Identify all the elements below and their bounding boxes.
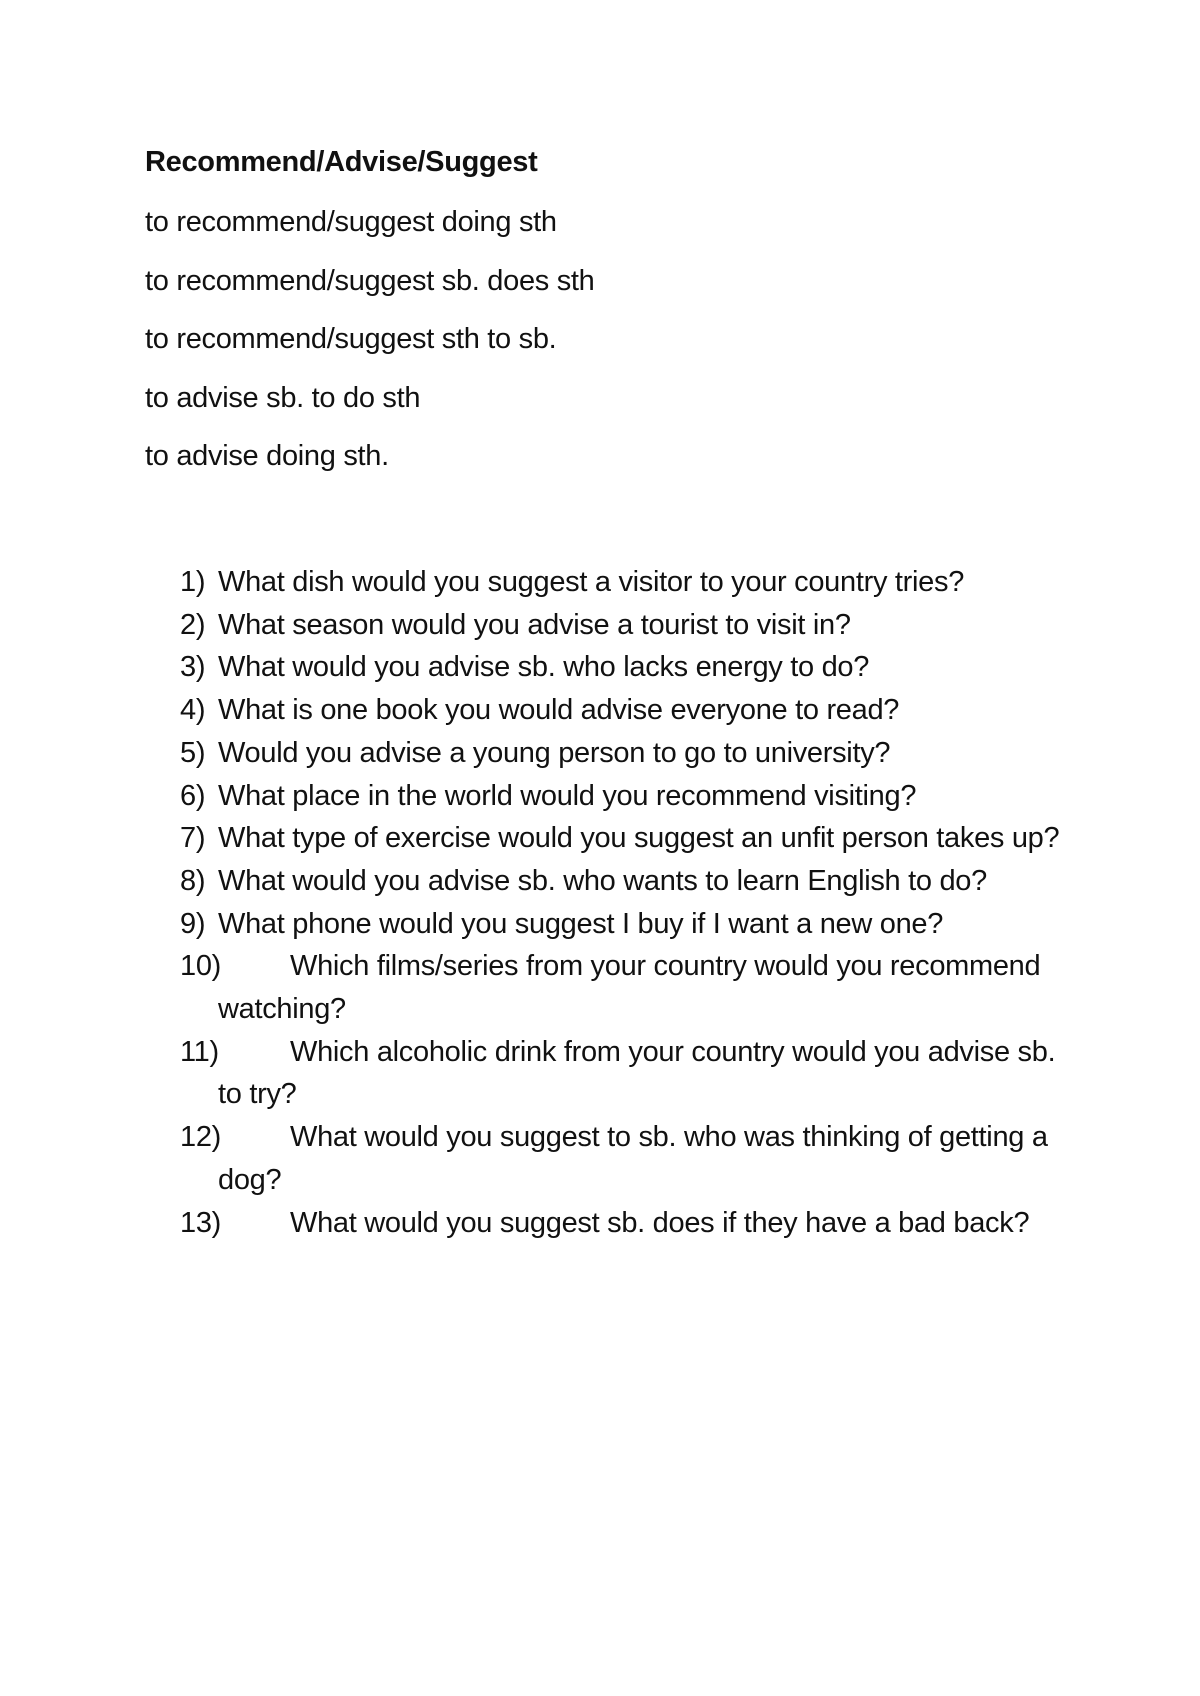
- question-number: 11): [180, 1035, 219, 1068]
- pattern-list: [145, 208, 595, 501]
- question-text: What would you advise sb. who wants to learn English to do?: [218, 864, 987, 897]
- question-item: [180, 1202, 1080, 1245]
- question-text: What type of exercise would you suggest an unfit person takes up?: [218, 822, 1060, 855]
- question-item: [180, 1031, 1080, 1116]
- question-number: 4): [180, 694, 206, 727]
- question-item: [180, 646, 1080, 689]
- question-number: 12): [180, 1121, 222, 1154]
- question-text: Which films/series from your country would you recommend watching?: [218, 950, 1041, 1026]
- question-item: [180, 775, 1080, 818]
- question-item: [180, 604, 1080, 647]
- question-text: What would you advise sb. who lacks energy to do?: [218, 651, 870, 684]
- question-item: [180, 945, 1080, 1030]
- question-number: 6): [180, 779, 206, 812]
- question-item: [180, 860, 1080, 903]
- pattern-item: to recommend/suggest sth to sb.: [145, 323, 557, 355]
- question-number: 8): [180, 864, 206, 897]
- question-text: Which alcoholic drink from your country would you advise sb. to try?: [218, 1035, 1056, 1111]
- question-item: [180, 732, 1080, 775]
- question-number: 13): [180, 1206, 222, 1239]
- question-number: 5): [180, 736, 206, 769]
- question-number: 7): [180, 822, 206, 855]
- document-title: Recommend/Advise/Suggest: [145, 146, 538, 178]
- question-text: Would you advise a young person to go to university?: [218, 736, 891, 769]
- pattern-item: to recommend/suggest doing sth: [145, 206, 557, 238]
- question-item: [180, 561, 1080, 604]
- question-item: [180, 1116, 1080, 1201]
- question-text: What phone would you suggest I buy if I want a new one?: [218, 907, 944, 940]
- question-number: 10): [180, 950, 222, 983]
- question-text: What is one book you would advise everyone to read?: [218, 694, 900, 727]
- question-text: What place in the world would you recommend visiting?: [218, 779, 917, 812]
- question-text: What dish would you suggest a visitor to your country tries?: [218, 566, 965, 598]
- question-item: [180, 903, 1080, 946]
- question-item: [180, 817, 1080, 860]
- question-list: [180, 561, 1080, 1244]
- pattern-item: to advise sb. to do sth: [145, 381, 421, 414]
- question-number: 3): [180, 651, 206, 684]
- question-text: What would you suggest to sb. who was thinking of getting a dog?: [218, 1121, 1048, 1196]
- pattern-item: to advise doing sth.: [145, 440, 389, 472]
- question-number: 9): [180, 907, 206, 940]
- pattern-item: to recommend/suggest sb. does sth: [145, 264, 595, 297]
- question-text: What would you suggest sb. does if they have a bad back?: [290, 1206, 1030, 1239]
- question-number: 1): [180, 566, 206, 598]
- question-number: 2): [180, 608, 206, 641]
- question-item: [180, 689, 1080, 732]
- question-text: What season would you advise a tourist to visit in?: [218, 608, 851, 641]
